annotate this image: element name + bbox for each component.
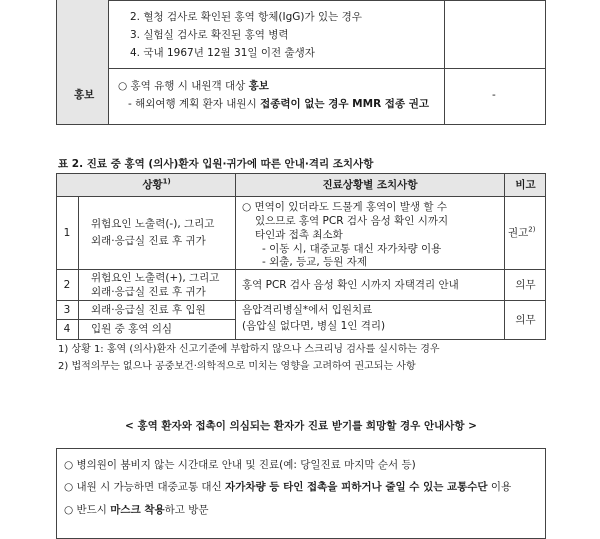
row-1-note: [508, 226, 535, 240]
row-1-action-4: - 이동 시, 대중교통 대신 자가차량 이용: [262, 243, 442, 255]
row-2-situation-2: 외래·응급실 진료 후 귀가: [91, 286, 206, 298]
table-2-row1-line: [56, 269, 546, 270]
header-situation: [78, 178, 235, 192]
footnote-2: 2) 법적의무는 없으나 공중보건·의학적으로 미치는 영향을 고려하여 권고되는 사항: [58, 361, 416, 372]
row-4-situation: 입원 중 홍역 의심: [91, 323, 173, 335]
top-table-label-cell: [57, 0, 108, 124]
row-1-num: 1: [63, 227, 71, 239]
guide-item-3-end: 하고 방문: [164, 504, 209, 516]
guide-item-3-text: ○ 반드시: [64, 504, 111, 516]
guide-item-2-bold: 자가차량 등 타인 접촉을 피하거나 줄일 수 있는 교통수단: [225, 481, 488, 493]
table-2-caption: 표 2. 진료 중 홍역 (의사)환자 입원·귀가에 따른 안내·격리 조치사항: [58, 158, 374, 170]
guide-item-2-end: 이용: [487, 481, 512, 493]
table-2-col-num: [78, 196, 79, 340]
row-34-action-1: 음압격리병실*에서 입원치료: [242, 304, 373, 316]
row-2-note: 의무: [515, 279, 536, 291]
header-note: 비고: [515, 179, 536, 191]
promo-line-1-bold: 홍보: [248, 80, 269, 92]
row-34-action-2: (음압실 없다면, 병실 1인 격리): [242, 320, 386, 332]
row-4-num: 4: [63, 323, 71, 335]
row-1-action-1: ○ 면역이 있더라도 드물게 홍역이 발생 할 수: [242, 201, 447, 213]
promo-note: -: [492, 89, 496, 101]
table-2-row2-line: [56, 300, 546, 301]
row-2-action: 홍역 PCR 검사 음성 확인 시까지 자택격리 안내: [242, 279, 459, 291]
row-1-action-2: 있으므로 홍역 PCR 검사 음성 확인 시까지: [255, 215, 449, 227]
row-1-action-3: 타인과 접촉 최소화: [255, 229, 343, 241]
row-1-action-5: - 외출, 등교, 등원 자제: [262, 256, 367, 268]
row-1-situation-1: 위험요인 노출력(-), 그리고: [91, 218, 215, 230]
guide-item-2: [64, 480, 511, 494]
criteria-item-4: 4. 국내 1967년 12월 31일 이전 출생자: [130, 47, 315, 59]
promo-label: 홍보: [74, 89, 95, 101]
guide-title: < 홍역 환자와 접촉이 의심되는 환자가 진료 받기를 희망할 경우 안내사항 >: [125, 420, 477, 432]
row-2-num: 2: [63, 279, 71, 291]
criteria-item-3: 3. 실험실 검사로 확진된 홍역 병력: [130, 29, 289, 41]
promo-line-1-text: ○ 홍역 유행 시 내원객 대상: [118, 80, 249, 92]
row-1-note-sup: 2): [528, 225, 536, 234]
promo-line-2: [128, 97, 429, 111]
header-situation-label: 상황: [142, 179, 163, 191]
top-table-divider: [56, 68, 546, 69]
top-table-col2: [444, 0, 445, 125]
guide-item-1: ○ 병의원이 붐비지 않는 시간대로 안내 및 진료(예: 당일진료 마지막 순서 등): [64, 459, 416, 471]
row-2-situation-1: 위험요인 노출력(+), 그리고: [91, 272, 220, 284]
row-34-note: 의무: [515, 314, 536, 326]
header-situation-sup: 1): [162, 177, 171, 186]
row-3-num: 3: [63, 304, 71, 316]
row-3-situation: 외래·응급실 진료 후 입원: [91, 304, 206, 316]
top-table-col1: [108, 0, 109, 125]
row-1-situation-2: 외래·응급실 진료 후 귀가: [91, 235, 206, 247]
guide-item-2-text: ○ 내원 시 가능하면 대중교통 대신: [64, 481, 226, 493]
table-2-header-line: [56, 196, 546, 197]
table-2-row3-line: [56, 319, 236, 320]
row-1-note-label: 권고: [508, 227, 529, 239]
guide-item-3: [64, 503, 209, 517]
promo-line-2-bold: 접종력이 없는 경우 MMR 접종 권고: [260, 98, 430, 110]
criteria-item-2: 2. 혈청 검사로 확인된 홍역 항체(IgG)가 있는 경우: [130, 11, 362, 23]
promo-line-1: [118, 79, 269, 93]
guide-item-3-bold: 마스크 착용: [110, 504, 165, 516]
header-actions: 진료상황별 조치사항: [322, 179, 418, 191]
footnote-1: 1) 상황 1: 홍역 (의사)환자 신고기준에 부합하지 않으나 스크리닝 검사를 실시하는 경우: [58, 344, 440, 355]
promo-line-2-text: - 해외여행 계획 환자 내원시: [128, 98, 261, 110]
table-2-col-situation: [235, 173, 236, 340]
